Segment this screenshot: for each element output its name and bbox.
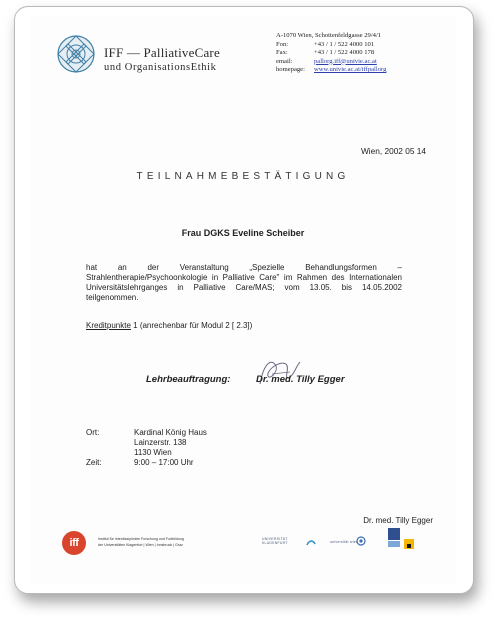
- partner-logo-blue-icon: [388, 528, 400, 540]
- homepage-label: homepage:: [276, 66, 305, 73]
- klagenfurt-mark-icon: [306, 538, 316, 548]
- uni2-text: universität wien: [330, 540, 359, 544]
- address: A-1070 Wien, Schottenfeldgasse 29/4/1: [276, 32, 382, 39]
- fax: +43 / 1 / 522 4000 178: [314, 49, 375, 56]
- location-label: Ort:: [86, 428, 100, 437]
- institute-line1: Institut für Interdisziplinäre Forschung und Fortbildung: [98, 537, 184, 541]
- org-name-line2: und OrganisationsEthik: [104, 62, 217, 73]
- contact-block: [276, 32, 451, 75]
- iff-globe-logo-icon: [56, 34, 96, 74]
- credits-label: Kreditpunkte: [86, 321, 131, 330]
- uni1-line1: UNIVERSITÄT: [262, 537, 288, 541]
- time-value: 9:00 – 17:00 Uhr: [134, 458, 194, 467]
- uni-wien-logo: [330, 540, 358, 554]
- institute-text: [98, 536, 208, 548]
- email-label: email:: [276, 57, 293, 65]
- phone: +43 / 1 / 522 4000 101: [314, 40, 375, 48]
- signatory-name: Dr. med. Tilly Egger: [363, 516, 433, 525]
- partner-logo-lightblue-icon: [388, 541, 400, 547]
- uni-wien-seal-icon: [356, 536, 366, 546]
- document-title: TEILNAHMEBESTÄTIGUNG: [136, 171, 350, 182]
- institute-line2: der Universitäten Klagenfurt | Wien | Innsbruck | Graz: [98, 543, 183, 547]
- org-name-line1: IFF — PalliativeCare: [104, 45, 220, 60]
- homepage-link[interactable]: www.univie.ac.at/iffpallorg: [314, 66, 387, 73]
- credits-text: 1 (anrechenbar für Modul 2 [ 2.3]): [130, 321, 253, 330]
- partner-logo-dark-icon: [407, 544, 411, 548]
- document-date: Wien, 2002 05 14: [360, 146, 426, 156]
- uni-klagenfurt-logo: [262, 537, 288, 551]
- credits-line: [86, 321, 252, 330]
- uni1-line2: KLAGENFURT: [262, 541, 288, 545]
- iff-logo: iff: [62, 531, 86, 555]
- location-line3: 1130 Wien: [134, 448, 172, 457]
- location-line2: Lainzerstr. 138: [134, 438, 187, 447]
- phone-label: Fon:: [276, 40, 289, 48]
- lecturer-name: Dr. med. Tilly Egger: [256, 374, 345, 385]
- location-line1: Kardinal König Haus: [134, 428, 207, 437]
- lecturer-label: Lehrbeauftragung:: [146, 374, 231, 385]
- email-link[interactable]: pallorg.iff@univie.ac.at: [314, 57, 377, 65]
- time-label: Zeit:: [86, 458, 102, 467]
- fax-label: Fax:: [276, 49, 288, 56]
- recipient-name: Frau DGKS Eveline Scheiber: [181, 228, 305, 238]
- body-paragraph: hat an der Veranstaltung „Spezielle Behandlungsformen – Strahlentherapie/Psychoonkologie in Palliative Care" im Rahmen des Internationalen Universitätslehrganges in Palliative Care/MAS; vom 13.05. bis 14.05.2002 teilgenommen.: [86, 263, 402, 302]
